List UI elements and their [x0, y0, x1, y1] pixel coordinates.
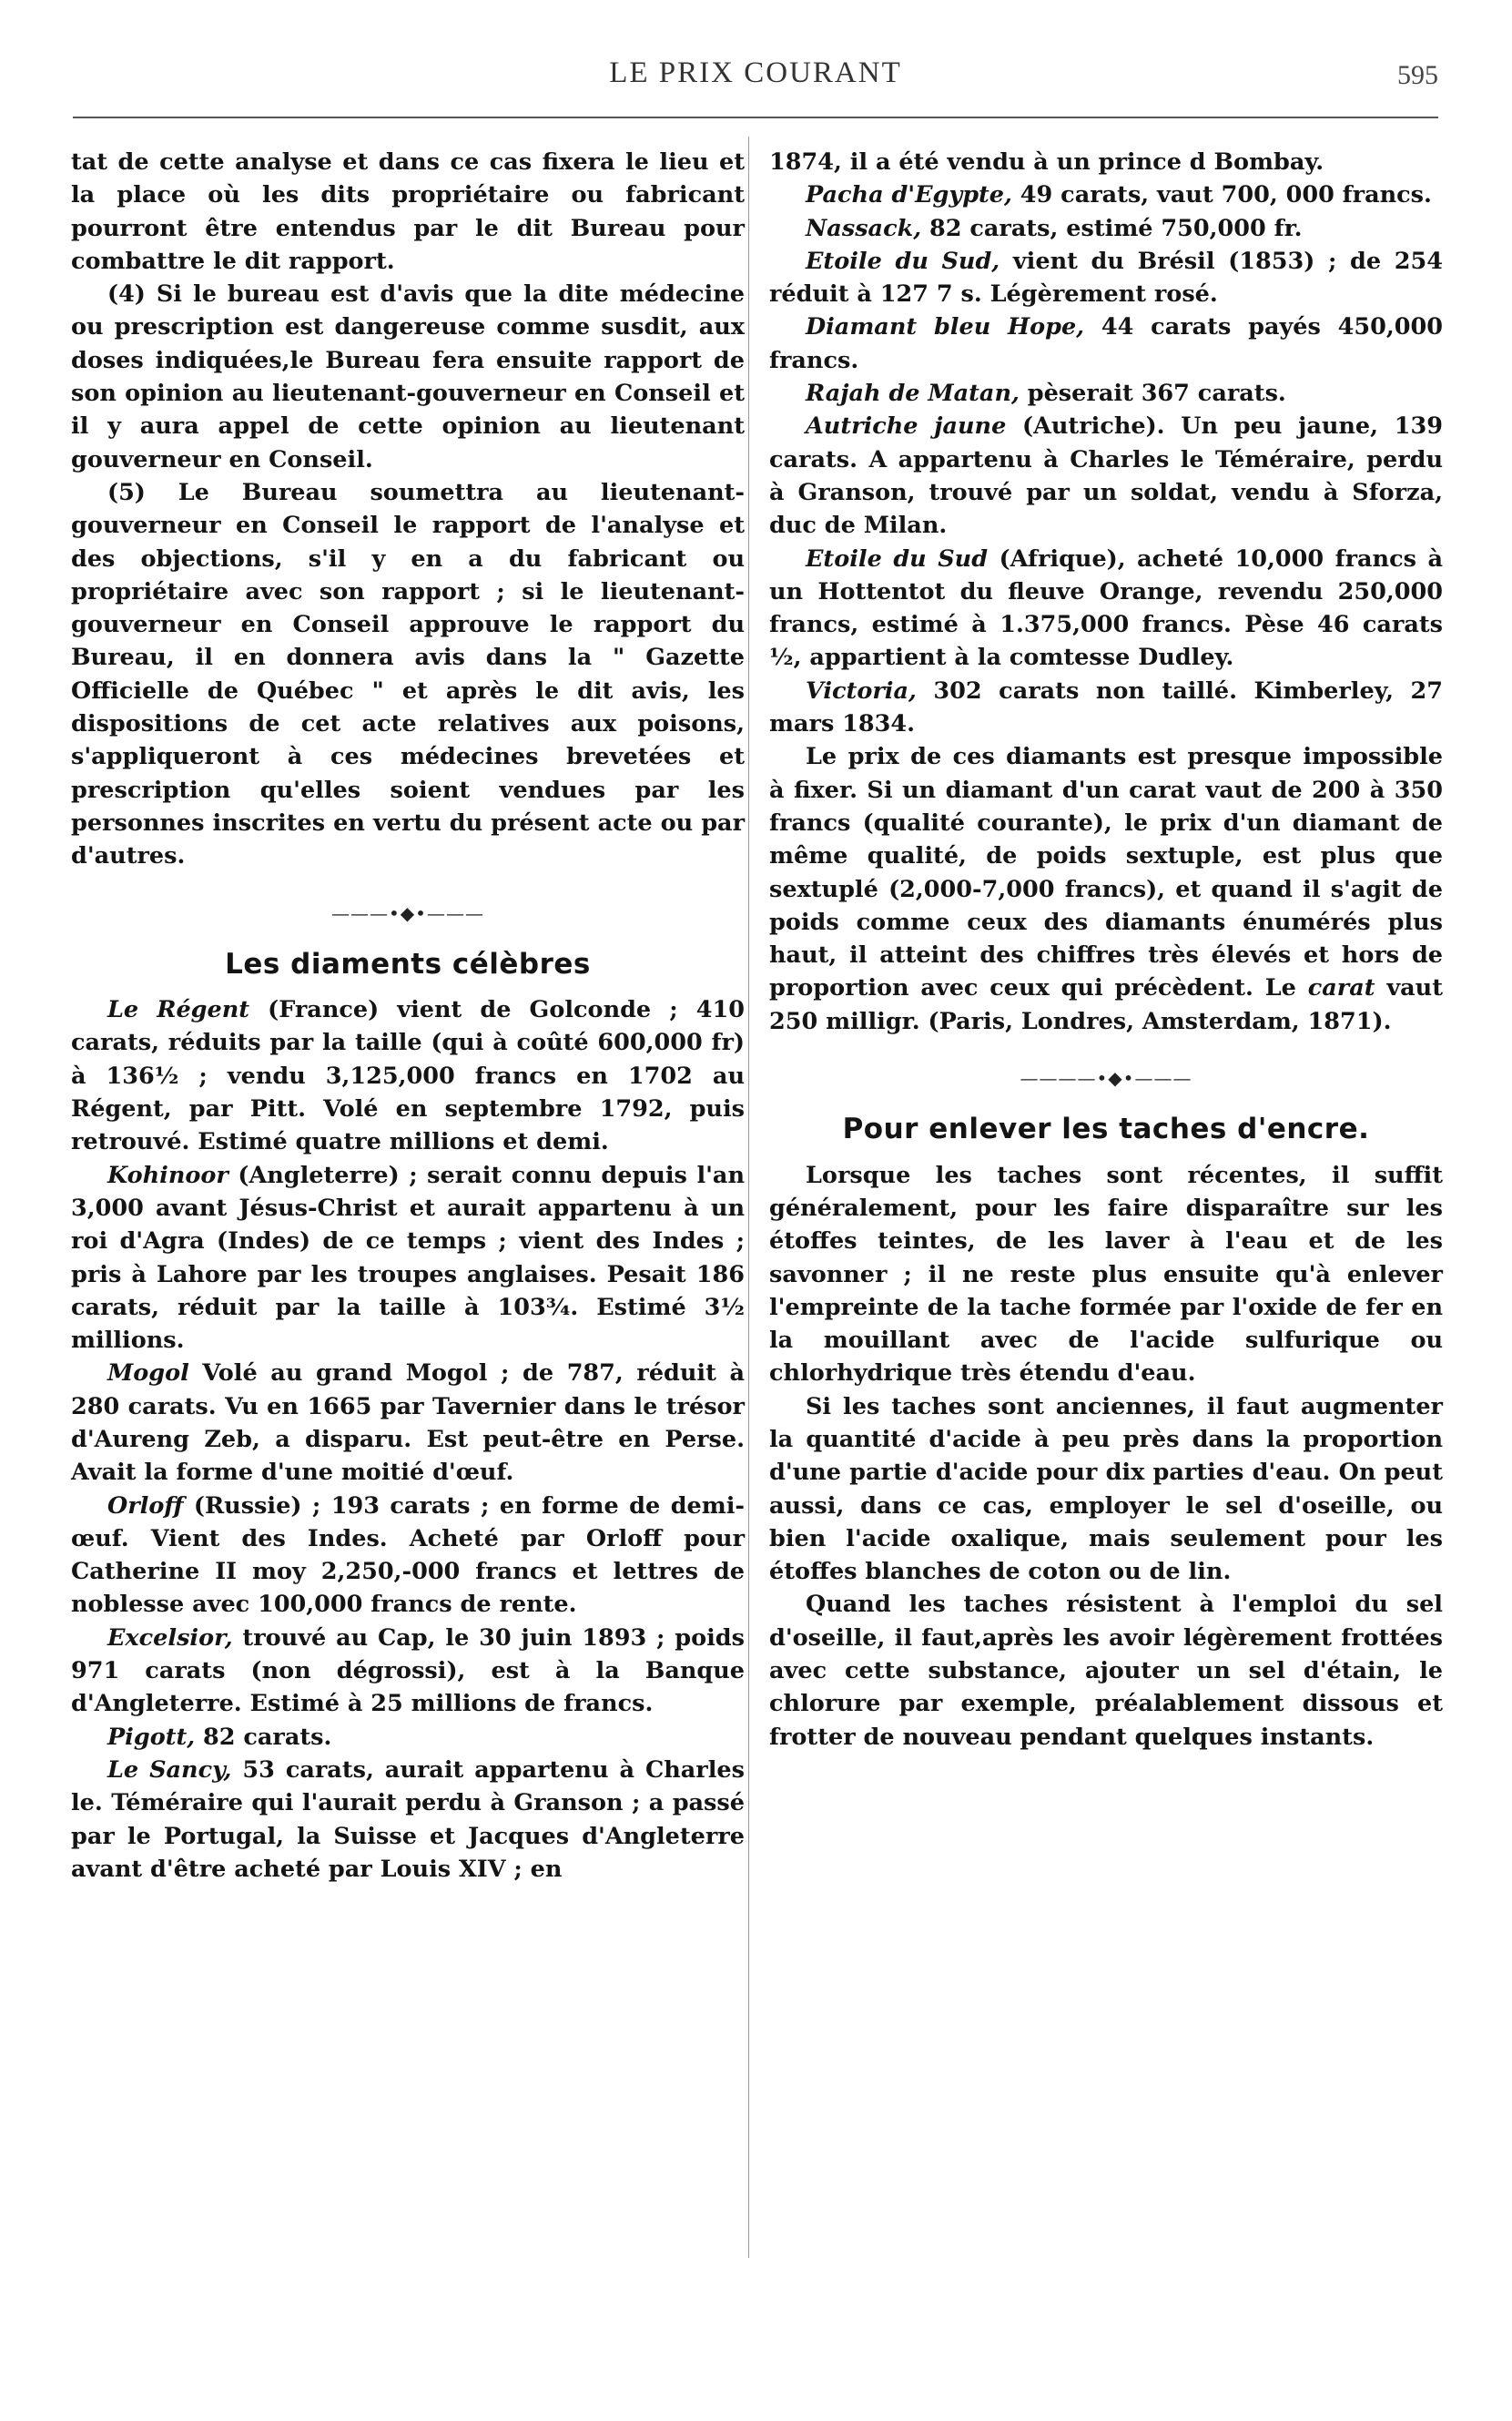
diamond-name: Orloff: [107, 1491, 184, 1520]
entry-kohinoor: [71, 1159, 745, 1358]
page-number: 595: [1397, 60, 1438, 90]
entry-etoile-du-sud-bresil: [769, 245, 1443, 311]
diamond-description: Volé au grand Mogol ; de 787, réduit à 280 carats. Vu en 1665 par Tavernier dans le trésor d'Aureng Zeb, a disparu. Est peut-être en Perse. Avait la forme d'une moitié d'œuf.: [71, 1359, 745, 1487]
entry-orloff: [71, 1490, 745, 1622]
diamond-name: Le Régent: [107, 996, 250, 1024]
carat-term: carat: [1307, 974, 1375, 1002]
diamond-name: Diamant bleu Hope,: [806, 313, 1085, 341]
diamond-description: 302 carats non taillé. Kimberley, 27 mars 1834.: [769, 676, 1443, 738]
diamond-description: (France) vient de Golconde ; 410 carats, réduits par la taille (qui à coûté 600,000 fr) à 136½ ; vendu 3,125,000 francs en 1702 au Régent, par Pitt. Volé en septembre 1792, puis retrouvé. Estimé quatre millions et demi.: [71, 996, 745, 1156]
diamond-name: Victoria,: [806, 676, 917, 705]
price-text: Le prix de ces diamants est presque impossible à fixer. Si un diamant d'un carat vaut de 200 à 350 francs (qualité courante), le prix d'un diamant de même qualité, de poids sextuple, est plus que sextuplé (2,000-7,000 francs), et quand il s'agit de poids comme ceux des diamants énumérés plus haut, il atteint des chiffres très élevés et hors de proportion avec ceux qui précèdent. Le: [769, 743, 1443, 1002]
entry-diamant-bleu-hope: [769, 310, 1443, 377]
running-title: LE PRIX COURANT: [609, 56, 902, 89]
diamond-description: pèserait 367 carats.: [1019, 380, 1286, 408]
entry-etoile-du-sud-afrique: [769, 543, 1443, 675]
diamond-description: 44 carats payés 450,000 francs.: [769, 313, 1443, 374]
diamond-description: (Angleterre) ; serait connu depuis l'an 3,000 avant Jésus-Christ et aurait appartenu à un roi d'Agra (Indes) de ce temps ; vient des Indes ; pris à Lahore par les troupes anglaises. Pesait 186 carats, réduit par la taille à 103¾. Estimé 3½ millions.: [71, 1161, 745, 1355]
diamond-description: trouvé au Cap, le 30 juin 1893 ; poids 971 carats (non dégrossi), est à la Banque d'Angleterre. Estimé à 25 millions de francs.: [71, 1623, 745, 1718]
section-heading-taches: Pour enlever les taches d'encre.: [842, 1113, 1370, 1146]
diamond-description: 82 carats, estimé 750,000 fr.: [921, 214, 1303, 242]
diamond-name: Etoile du Sud: [806, 544, 989, 573]
column-divider: [748, 137, 749, 2258]
paragraph-resistant-stains: Quand les taches résistent à l'emploi du sel d'oseille, il faut,après les avoir légèrement frottées avec cette substance, ajouter un sel d'étain, le chlorure par exemple, préalablement dissous et frotter de nouveau pendant quelques instants.: [769, 1591, 1443, 1751]
entry-le-regent: [71, 993, 745, 1158]
diamond-name: Etoile du Sud,: [806, 247, 1000, 275]
diamond-description: (Afrique), acheté 10,000 francs à un Hottentot du fleuve Orange, revendu 250,000 francs, estimé à 1.375,000 francs. Pèse 46 carats ½, appartient à la comtesse Dudley.: [769, 544, 1444, 672]
right-column: [769, 146, 1443, 1754]
header-rule: [73, 117, 1438, 118]
diamond-name: Le Sancy,: [107, 1755, 232, 1784]
paragraph-clause-5: (5) Le Bureau soumettra au lieutenant-gouverneur en Conseil le rapport de l'analyse et des objections, s'il y en a du fabricant ou propriétaire avec son rapport ; si le lieutenant-gouverneur en Conseil approuve le rapport du Bureau, il en donnera avis dans la " Gazette Officielle de Québec " et après le dit avis, les dispositions de cet acte relatives aux poisons, s'appliqueront à ces médecines brevetées et prescription qu'elles soient vendues par les personnes inscrites en vertu du présent acte ou par d'autres.: [71, 478, 745, 870]
diamond-name: Kohinoor: [107, 1161, 228, 1189]
entry-mogol: [71, 1357, 745, 1489]
entry-rajah-de-matan: [769, 377, 1443, 410]
paragraph-diamond-prices: [769, 740, 1443, 1038]
diamond-name: Autriche jaune: [806, 412, 1007, 441]
paragraph-clause-4: (4) Si le bureau est d'avis que la dite médecine ou prescription est dangereuse comme susdit, aux doses indiquées,le Bureau fera ensuite rapport de son opinion au lieutenant-gouverneur en Conseil et il y aura appel de cette opinion au lieutenant gouverneur en Conseil.: [71, 280, 745, 473]
entry-pacha-d-egypte: [769, 178, 1443, 211]
entry-excelsior: [71, 1622, 745, 1721]
page-header: [73, 56, 1438, 102]
section-ornament: ————•◆•———: [1020, 1067, 1192, 1090]
entry-le-sancy: [71, 1754, 745, 1886]
diamond-name: Pigott,: [107, 1723, 196, 1751]
diamond-description: (Russie) ; 193 carats ; en forme de demi-œuf. Vient des Indes. Acheté par Orloff pour Catherine II moy 2,250,-000 francs et lettres de noblesse avec 100,000 francs de rente.: [71, 1491, 745, 1619]
diamond-description: 82 carats.: [195, 1723, 332, 1751]
diamond-name: Pacha d'Egypte,: [806, 181, 1012, 209]
entry-autriche-jaune: [769, 410, 1443, 542]
left-column: [71, 146, 745, 1886]
diamond-name: Nassack,: [806, 214, 922, 242]
section-ornament: ———•◆•———: [331, 901, 484, 924]
entry-victoria: [769, 675, 1443, 741]
paragraph-old-stains: Si les taches sont anciennes, il faut augmenter la quantité d'acide à peu près dans la proportion d'une partie d'acide pour dix parties d'eau. On peut aussi, dans ce cas, employer le sel d'oseille, ou bien l'acide oxalique, mais seulement pour les étoffes blanches de coton ou de lin.: [769, 1392, 1443, 1586]
entry-pigott: [71, 1721, 745, 1754]
price-text-tail: vaut 250 milligr. (Paris, Londres, Amsterdam, 1871).: [769, 974, 1443, 1035]
diamond-description: (Autriche). Un peu jaune, 139 carats. A appartenu à Charles le Téméraire, perdu à Granson, trouvé par un soldat, vendu à Sforza, duc de Milan.: [769, 412, 1443, 540]
diamond-name: Mogol: [107, 1359, 189, 1388]
diamond-name: Rajah de Matan,: [806, 380, 1020, 408]
entry-le-sancy-continued: 1874, il a été vendu à un prince d Bombay.: [769, 148, 1324, 176]
paragraph-analysis: tat de cette analyse et dans ce cas fixera le lieu et la place où les dits propriétaire ou fabricant pourront être entendus par le dit Bureau pour combattre le dit rapport.: [71, 148, 745, 275]
paragraph-recent-stains: Lorsque les taches sont récentes, il suffit généralement, pour les faire disparaître sur les étoffes teintes, de les laver à l'eau et de les savonner ; il ne reste plus ensuite qu'à enlever l'empreinte de la tache formée par l'oxide de fer en la mouillant avec de l'acide sulfurique ou chlorhydrique très étendu d'eau.: [769, 1161, 1443, 1388]
diamond-description: vient du Brésil (1853) ; de 254 réduit à 127 7 s. Légèrement rosé.: [769, 247, 1443, 309]
diamond-description: 53 carats, aurait appartenu à Charles le. Téméraire qui l'aurait perdu à Granson ; a passé par le Portugal, la Suisse et Jacques d'Angleterre avant d'être acheté par Louis XIV ; en: [71, 1755, 746, 1883]
section-heading-diamants: Les diaments célèbres: [225, 947, 591, 981]
diamond-name: Excelsior,: [107, 1623, 233, 1652]
diamond-description: 49 carats, vaut 700, 000 francs.: [1011, 181, 1432, 209]
entry-nassack: [769, 212, 1443, 245]
